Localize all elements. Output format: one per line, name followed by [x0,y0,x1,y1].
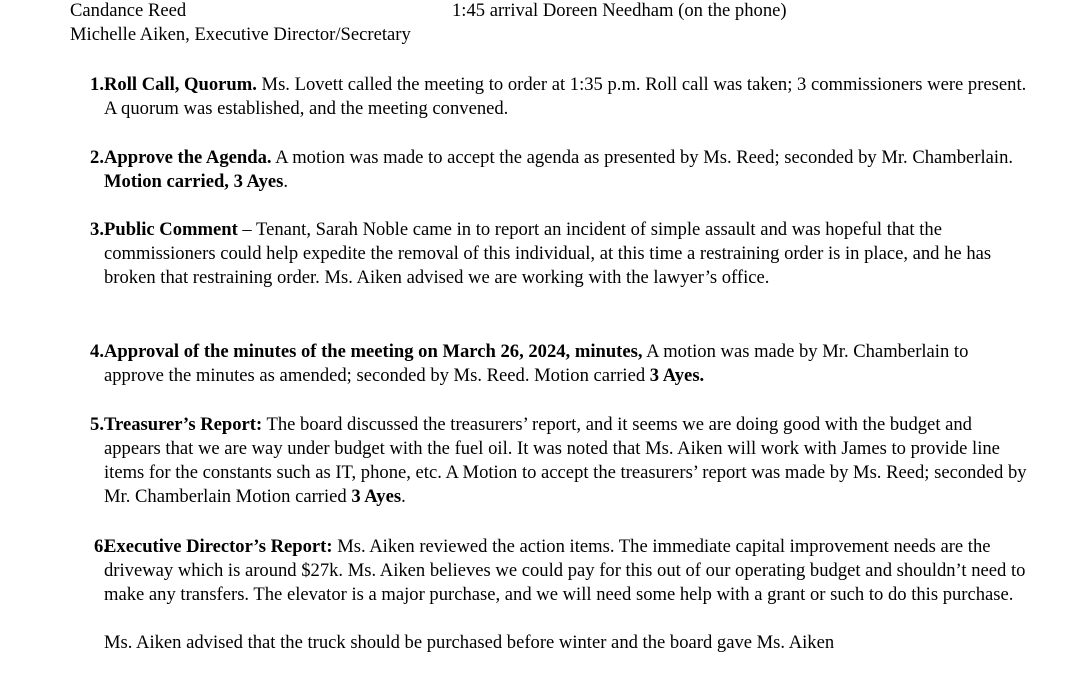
agenda-item-executive-directors-report [70,535,1030,655]
late-arrival-note: 1:45 arrival Doreen Needham (on the phone) [452,0,787,21]
agenda-item-approve-agenda [70,146,1030,194]
attendee-line: Candance Reed [70,0,187,21]
item-text: Ms. Aiken reviewed the action items. The immediate capital improvement needs are the driveway which is around $27k. Ms. Aiken believes we could pay for this out of our operating budget and shouldn’t need to make any transfers. The elevator is a major purchase, and we will need some help with a grant or such to do this purchase. [104,536,1026,605]
attendee-line: Michelle Aiken, Executive Director/Secretary [70,24,411,45]
item-text: Ms. Lovett called the meeting to order at 1:35 p.m. Roll call was taken; 3 commissioners were present. A quorum was established, and the meeting convened. [104,74,1027,119]
agenda-item-public-comment [70,218,1030,290]
item-title: Roll Call, Quorum. [104,74,257,95]
item-number: 4. [90,341,104,362]
agenda-item-approve-minutes [70,340,1030,388]
agenda-item-roll-call [70,73,1030,121]
item-text: A motion was made to accept the agenda as presented by Ms. Reed; seconded by Mr. Chamberlain. [271,147,1014,168]
item-title: Approval of the minutes of the meeting on March 26, 2024, minutes, [104,341,643,362]
motion-result: Motion carried, 3 Ayes [104,171,284,192]
item-number: 2. [90,147,104,168]
item-text-end: . [283,171,289,192]
item-title: Executive Director’s Report: [104,536,333,557]
item-text: A motion was made by Mr. Chamberlain to approve the minutes as amended; seconded by Ms. Reed. Motion carried [104,341,969,386]
motion-result: 3 Ayes [351,486,402,507]
item-title: Treasurer’s Report: [104,414,263,435]
item-text: – Tenant, Sarah Noble came in to report an incident of simple assault and was hopeful that the commissioners could help expedite the removal of this individual, at this time a restraining order is in place, and he has broken that restraining order. Ms. Aiken advised we are working with the lawyer’s office. [104,219,992,288]
item-title: Public Comment [104,219,238,240]
item-number: 1. [90,74,104,95]
agenda-item-treasurers-report [70,413,1030,509]
item-text: The board discussed the treasurers’ report, and it seems we are doing good with the budget and appears that we are way under budget with the fuel oil. It was noted that Ms. Aiken will work with James to provide line items for the constants such as IT, phone, etc. A Motion to accept the treasurers’ report was made by Ms. Reed; seconded by Mr. Chamberlain Motion carried [104,414,1027,507]
item-text-end: . [401,486,406,507]
item-number: 5. [90,414,104,435]
item-paragraph: Ms. Aiken advised that the truck should be purchased before winter and the board gave Ms. Aiken [104,632,835,653]
item-number: 3. [90,219,104,240]
motion-result: 3 Ayes. [649,365,705,386]
item-title: Approve the Agenda. [104,147,272,168]
item-number: 6. [94,536,108,557]
